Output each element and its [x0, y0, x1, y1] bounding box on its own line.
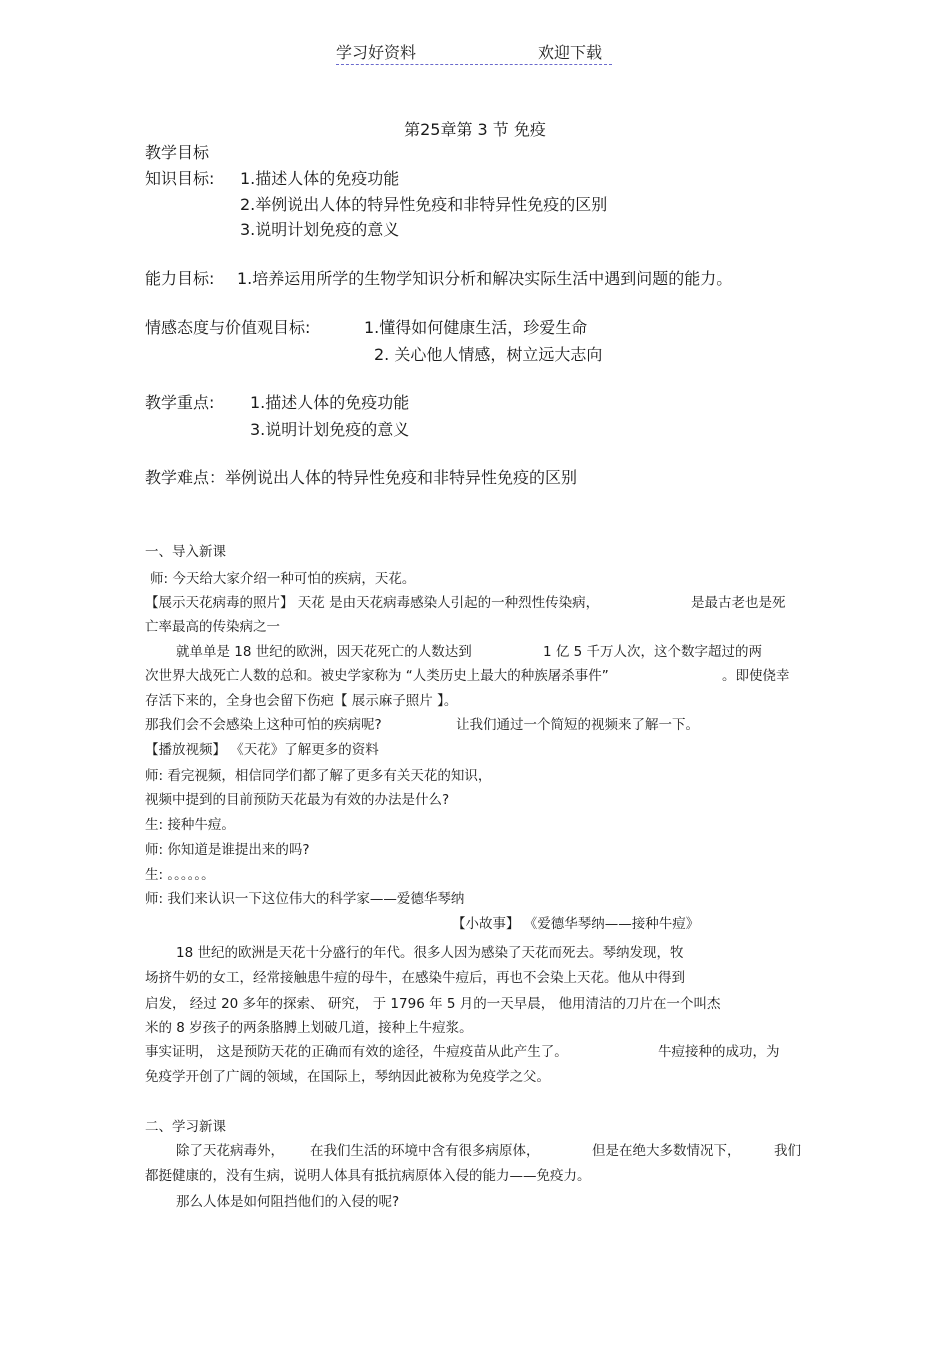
section1-line: 是最古老也是死: [691, 595, 786, 611]
story-line: 18 世纪的欧洲是天花十分盛行的年代。很多人因为感染了天花而死去。琴纳发现，牧: [176, 945, 684, 961]
story-line: 启发， 经过 20 多年的探索、 研究， 于 1796 年 5 月的一天早晨， 他用清洁的刀片在一个叫杰: [145, 996, 721, 1012]
story-line: 场挤牛奶的女工，经常接触患牛痘的母牛，在感染牛痘后，再也不会染上天花。他从中得到: [145, 970, 685, 986]
goals-heading: 教学目标: [145, 143, 210, 162]
knowledge-item-1: 1.描述人体的免疫功能: [240, 169, 400, 188]
section1-line: 生: 接种牛痘。: [145, 817, 235, 833]
key-point-2: 3.说明计划免疫的意义: [250, 420, 410, 439]
story-line: 免疫学开创了广阔的领域，在国际上，琴纳因此被称为免疫学之父。: [145, 1069, 550, 1085]
section1-line: 视频中提到的目前预防天花最为有效的办法是什么?: [145, 792, 450, 808]
section1-line: 次世界大战死亡人数的总和。被史学家称为 “人类历史上最大的种族屠杀事件”: [145, 668, 609, 684]
story-line: 牛痘接种的成功，为: [658, 1044, 780, 1060]
section1-line: 师: 看完视频，相信同学们都了解了更多有关天花的知识，: [145, 768, 492, 784]
story-line: 事实证明， 这是预防天花的正确而有效的途径，牛痘疫苗从此产生了。: [145, 1044, 568, 1060]
section1-line: 让我们通过一个简短的视频来了解一下。: [456, 717, 699, 733]
section1-line: 师: 我们来认识一下这位伟大的科学家——爱德华琴纳: [145, 891, 465, 907]
section2-line: 那么人体是如何阻挡他们的入侵的呢?: [176, 1194, 400, 1210]
section2-heading: 二、学习新课: [145, 1119, 226, 1135]
section1-line: 1 亿 5 千万人次，这个数字超过的两: [543, 644, 763, 660]
knowledge-item-2: 2.举例说出人体的特异性免疫和非特异性免疫的区别: [240, 195, 608, 214]
header-right-text: 欢迎下载: [538, 43, 603, 62]
page-header: [336, 40, 612, 65]
key-point-1: 1.描述人体的免疫功能: [250, 393, 410, 412]
section1-line: 师: 你知道是谁提出来的吗?: [145, 842, 310, 858]
emotion-item-2: 2. 关心他人情感，树立远大志向: [374, 345, 603, 364]
knowledge-item-3: 3.说明计划免疫的意义: [240, 220, 400, 239]
section1-line: 存活下来的，全身也会留下伤疤【 展示麻子照片 】。: [145, 693, 458, 709]
knowledge-label: 知识目标:: [145, 169, 215, 188]
section1-line: 那我们会不会感染上这种可怕的疾病呢?: [145, 717, 382, 733]
ability-item-1: 1.培养运用所学的生物学知识分析和解决实际生活中遇到问题的能力。: [237, 269, 733, 288]
section1-heading: 一、导入新课: [145, 544, 226, 560]
section1-line: 师: 今天给大家介绍一种可怕的疾病，天花。: [150, 571, 416, 587]
section2-line: 在我们生活的环境中含有很多病原体，: [310, 1143, 540, 1159]
ability-label: 能力目标:: [145, 269, 215, 288]
section1-line: 生: 。。。。。。: [145, 867, 215, 883]
section2-line: 但是在绝大多数情况下，: [592, 1143, 741, 1159]
section2-line: 除了天花病毒外，: [176, 1143, 284, 1159]
section1-line: 亡率最高的传染病之一: [145, 619, 280, 635]
story-line: 米的 8 岁孩子的两条胳膊上划破几道，接种上牛痘浆。: [145, 1020, 473, 1036]
section1-line: 【播放视频】 《天花》了解更多的资料: [145, 742, 379, 758]
emotion-label: 情感态度与价值观目标:: [145, 318, 311, 337]
section2-line: 都挺健康的，没有生病，说明人体具有抵抗病原体入侵的能力——免疫力。: [145, 1168, 591, 1184]
difficulty-text: 教学难点：举例说出人体的特异性免疫和非特异性免疫的区别: [145, 468, 578, 487]
emotion-item-1: 1.懂得如何健康生活，珍爱生命: [364, 318, 588, 337]
section2-line: 我们: [774, 1143, 801, 1159]
section1-line: 。即使侥幸: [722, 668, 790, 684]
header-left-text: 学习好资料: [336, 43, 417, 62]
section1-line: 【展示天花病毒的照片】 天花 是由天花病毒感染人引起的一种烈性传染病，: [145, 595, 600, 611]
key-point-label: 教学重点:: [145, 393, 215, 412]
section1-line: 就单单是 18 世纪的欧洲，因天花死亡的人数达到: [176, 644, 472, 660]
story-title: 【小故事】 《爱德华琴纳——接种牛痘》: [452, 916, 700, 932]
lesson-title: 第25章第 3 节 免疫: [404, 120, 546, 139]
